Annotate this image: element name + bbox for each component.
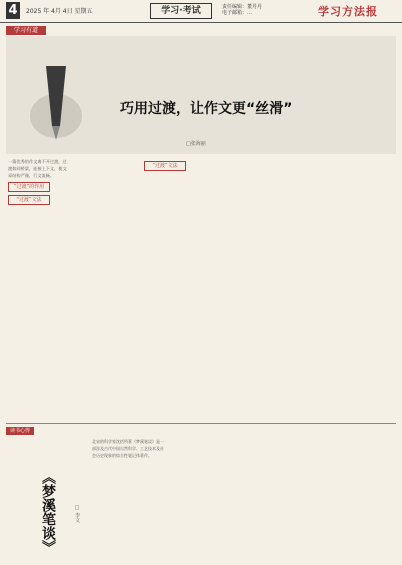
subheading: “过渡”的作用 — [8, 182, 50, 192]
article-illustration — [6, 36, 396, 154]
article-column — [76, 158, 138, 420]
book-review-author: □ 李文 — [74, 505, 80, 523]
review-body-text: 北宋的科学家沈括所著《梦溪笔谈》是一部涉及古代中国自然科学、工艺技术及社会历史现象的综合性笔记体著作。 — [92, 439, 164, 458]
section-banner: 读书心得 — [6, 427, 34, 435]
review-column — [92, 438, 164, 560]
section-divider — [6, 423, 396, 424]
article-author: □张海丽 — [186, 141, 206, 147]
editor-name: 责任编辑：董丹丹 — [222, 4, 263, 10]
pen-illustration-icon — [26, 56, 86, 146]
article-body-text: 一篇优秀的作文离不开过渡，过渡如同桥梁，连接上下文，使文章结构严谨，行文流畅。 — [8, 159, 67, 178]
article-column — [8, 158, 70, 420]
editor-info — [222, 4, 262, 16]
subheading: “过渡”文法 — [8, 195, 50, 205]
article-column — [346, 158, 396, 420]
section-name: 学习·考试 — [150, 3, 212, 19]
review-column — [326, 438, 396, 560]
date-line: 2025 年 4月 4日 星期五 — [26, 8, 93, 15]
book-title: 《梦溪笔谈》 — [40, 470, 56, 554]
article-column — [212, 158, 274, 420]
article-title: 巧用过渡，让作文更“丝滑” — [120, 101, 293, 117]
editor-email: 电子邮箱：… — [222, 10, 253, 16]
page-header — [0, 0, 402, 23]
paper-logo: 学习方法报 — [318, 5, 378, 18]
subheading: “过渡”文法 — [144, 161, 186, 171]
review-column — [248, 438, 320, 560]
review-column — [170, 438, 242, 560]
article-column — [144, 158, 206, 420]
page-number: 4 — [6, 2, 20, 19]
article-column — [280, 158, 342, 420]
section-banner: 学习有道 — [6, 26, 46, 35]
